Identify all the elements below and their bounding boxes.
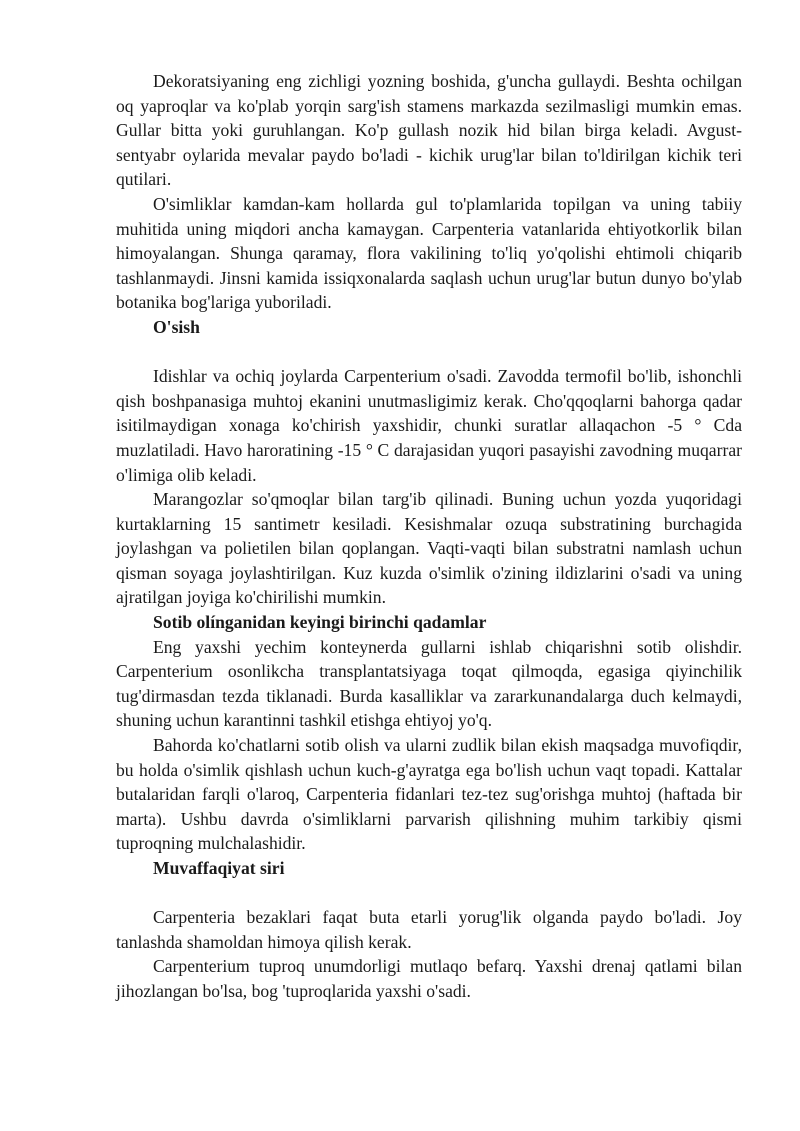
paragraph-light-requirements: Carpenteria bezaklari faqat buta etarli yorug'lik olganda paydo bo'ladi. Joy tanlashda shamoldan himoya qilish kerak. <box>116 907 742 952</box>
paragraph-spring-planting: Bahorda ko'chatlarni sotib olish va ularni zudlik bilan ekish maqsadga muvofiqdir, bu holda o'simlik qishlash uchun kuch-g'ayratga ega bo'lish uchun vaqt topadi. Kattalar butalaridan farqli o'laroq, Carpenteria fidanlari tez-tez sug'orishga muhtoj (haftada bir marta). Ushbu davrda o'simliklarni parvarish qilishning muhim tarkibiy qismi tuproqning mulchalashidir. <box>116 735 742 854</box>
paragraph-propagation: Marangozlar so'qmoqlar bilan targ'ib qilinadi. Buning uchun yozda yuqoridagi kurtaklarning 15 santimetr kesiladi. Kesishmalar ozuqa substratining burchagida joylashgan va polietilen bilan qoplangan. Vaqti-vaqti bilan substratni namlash uchun qisman soyaga joylashtirilgan. Kuz kuzda o'simlik o'zining ildizlarini o'sadi va uning ajratilgan joyiga ko'chirilishi mumkin. <box>116 489 742 608</box>
paragraph-conservation: O'simliklar kamdan-kam hollarda gul to'plamlarida topilgan va uning tabiiy muhitida uning miqdori ancha kamaygan. Carpenteria vatanlarida ehtiyotkorlik bilan himoyalangan. Shunga qaramay, flora vakilining to'liq yo'qolishi ehtimoli chiqarib tashlanmaydi. Jinsni kamida issiqxonalarda saqlash uchun urug'lar butun dunyo bo'ylab botanika bog'lariga yuboriladi. <box>116 193 742 313</box>
heading-growth: O'sish <box>153 316 200 337</box>
paragraph-growing-conditions: Idishlar va ochiq joylarda Carpenterium o'sadi. Zavodda termofil bo'lib, ishonchli qish boshpanasiga muhtoj ekanini unutmasligimiz kerak. Cho'qqoqlarni bahorga qadar isitilmaydigan xonaga ko'chirish yaxshidir, chunki suratlar allaqachon -5 ° Cda muzlatiladi. Havo haroratining -15 ° C darajasidan yuqori pasayishi zavodning muqarrar o'limiga olib keladi. <box>116 366 742 485</box>
paragraph-soil-requirements: Carpenterium tuproq unumdorligi mutlaqo befarq. Yaxshi drenaj qatlami bilan jihozlangan bo'lsa, bog 'tuproqlarida yaxshi o'sadi. <box>116 956 742 1001</box>
heading-first-steps: Sotib olínganidan keyingi birinchi qadamlar <box>153 612 487 633</box>
heading-success-secret: Muvaffaqiyat siri <box>153 858 285 878</box>
paragraph-container-purchase: Eng yaxshi yechim konteynerda gullarni ishlab chiqarishni sotib olishdir. Carpenterium osonlikcha transplantatsiyaga toqat qilmoqda, egasiga qiyinchilik tug'dirmasdan tezda tiklanadi. Burda kasalliklar va zararkunandalarga duch kelmaydi, shuning uchun karantinni tashkil etishga ehtiyoj yo'q. <box>116 636 742 731</box>
document-page <box>116 69 742 1004</box>
paragraph-flowering: Dekoratsiyaning eng zichligi yozning boshida, g'uncha gullaydi. Beshta ochilgan oq yaproqlar va ko'plab yorqin sarg'ish stamens markazda sezilmasligi mumkin emas. Gullar bitta yoki guruhlangan. Ko'p gullash nozik hid bilan birga keladi. Avgust-sentyabr oylarida mevalar paydo bo'ladi - kichik urug'lar bilan to'ldirilgan kichik teri qutilari. <box>116 71 742 190</box>
